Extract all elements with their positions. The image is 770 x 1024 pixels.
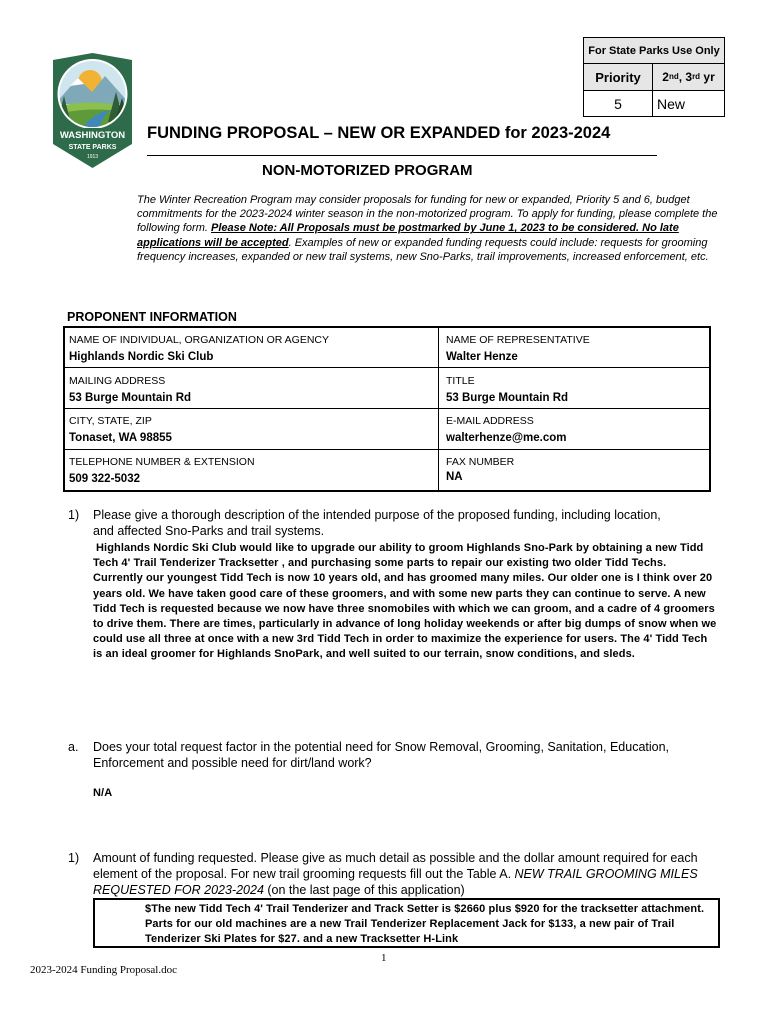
q1-text: Please give a thorough description of the intended purpose of the proposed funding, including location, and affected Sno-Parks and trail systems. (93, 508, 661, 538)
proposal-type-value: New (657, 95, 686, 112)
qa-text: Does your total request factor in the potential need for Snow Removal, Grooming, Sanitation, Education, Enforcement and possible need for dirt/land work? (93, 740, 670, 770)
q2-answer[interactable]: $The new Tidd Tech 4' Trail Tenderizer and Track Setter is $2660 plus $920 for the tracksetter attachment. Parts for our old machines are a new Trail Tenderizer Replacement Jack for $133, a new pair of Trail Tenderizer Ski Plates for $27. and a new Tracksetter H-Link (145, 903, 705, 946)
logo-emblem (50, 52, 135, 170)
city-label: CITY, STATE, ZIP (69, 415, 152, 427)
email-label: E-MAIL ADDRESS (446, 415, 534, 427)
q1-answer[interactable]: Highlands Nordic Ski Club would like to upgrade our ability to groom Highlands Sno-Park by obtaining a new Tidd Tech 4' Trail Tenderizer Tracksetter , and purchasing some parts to repair our existing two older Tidd Techs. Currently our youngest Tidd Tech is now 10 years old, and has groomed many miles. Our older one is I think over 20 years old. We have taken good care of these groomers, and with some new parts they can continue to serve. A new Tidd Tech is requested because we now have three snomobiles with which we can groom, and a cadre of 4 groomers to drive them. There are times, particularly in advance of long holiday weekends or after big dumps of snow when we could use all three at once with a new 3rd Tidd Tech in order to maximize the experience for users. The 4' Tidd Tech is an ideal groomer for Highlands SnoPark, and well suited to our terrain, snow conditions, and sleds. (93, 542, 717, 661)
footer-filename: 2023-2024 Funding Proposal.doc (30, 964, 177, 976)
page-subtitle: NON-MOTORIZED PROGRAM (262, 162, 473, 179)
logo-line3: 1913 (86, 154, 99, 160)
qa-answer[interactable]: N/A (93, 787, 113, 799)
org-value[interactable]: Highlands Nordic Ski Club (69, 351, 214, 363)
q2-text-italic: NEW TRAIL GROOMING MILES REQUESTED FOR 2023-2024 (93, 867, 698, 897)
title-divider (147, 155, 657, 156)
q2-answer-box (93, 898, 720, 948)
proponent-table (63, 326, 711, 492)
table-divider-row3 (65, 449, 709, 450)
page-number: 1 (381, 952, 387, 964)
year-tail: yr (700, 70, 715, 84)
title-value[interactable]: 53 Burge Mountain Rd (446, 392, 569, 404)
phone-label: TELEPHONE NUMBER & EXTENSION (69, 456, 255, 468)
intro-part2: . Examples of new or expanded funding requests could include: requests for grooming frequency increases, expanded or new trail systems, new Sno-Parks, trail improvements, increased enforcement, etc. (137, 236, 709, 263)
intro-paragraph (137, 193, 727, 264)
state-parks-box-header: For State Parks Use Only (584, 38, 724, 64)
q2-number: 1) (68, 851, 80, 865)
mailing-address-label: MAILING ADDRESS (69, 375, 166, 387)
year-label: 2 nd , 3 rd yr (653, 64, 724, 91)
title-label: TITLE (446, 375, 475, 387)
q2-text (93, 850, 718, 898)
table-divider-row2 (65, 408, 709, 409)
priority-label: Priority (584, 64, 653, 91)
table-divider-row1 (65, 367, 709, 368)
fax-value[interactable]: NA (446, 471, 463, 483)
priority-value: 5 (584, 91, 653, 116)
fax-label: FAX NUMBER (446, 456, 515, 468)
logo-line1: WASHINGTON (59, 130, 126, 141)
q2-text-tail: (on the last page of this application) (263, 883, 465, 897)
state-parks-logo (50, 52, 135, 170)
city-value[interactable]: Tonaset, WA 98855 (69, 432, 172, 444)
state-parks-use-box (583, 37, 725, 117)
q1-number: 1) (68, 508, 80, 522)
year-mid: , 3 (678, 70, 693, 84)
intro-part1: The Winter Recreation Program may consider proposals for funding for new or expanded, Priority 5 and 6, budget commitments for the 2023-2024 winter season in the non-motorized program. To apply for funding, please complete the following form. (137, 194, 718, 235)
table-divider-vertical (438, 328, 439, 490)
org-label: NAME OF INDIVIDUAL, ORGANIZATION OR AGENCY (69, 334, 330, 346)
page-title: FUNDING PROPOSAL – NEW OR EXPANDED for 2023-2024 (147, 124, 611, 142)
q2-text-plain: Amount of funding requested. Please give as much detail as possible and the dollar amount required for each element of the proposal. For new trail grooming requests fill out the Table A. (93, 851, 698, 881)
rep-value[interactable]: Walter Henze (446, 351, 518, 363)
rep-label: NAME OF REPRESENTATIVE (446, 334, 590, 346)
intro-deadline-notice: Please Note: All Proposals must be postmarked by June 1, 2023 to be considered. No late applications will be accepted (137, 222, 679, 249)
mailing-address-value[interactable]: 53 Burge Mountain Rd (69, 392, 192, 404)
logo-line2: STATE PARKS (68, 144, 117, 151)
proponent-heading: PROPONENT INFORMATION (67, 310, 237, 324)
phone-value[interactable]: 509 322-5032 (69, 473, 140, 485)
email-value[interactable]: walterhenze@me.com (446, 432, 567, 444)
qa-number: a. (68, 740, 79, 754)
year-value: 2 (662, 70, 669, 84)
